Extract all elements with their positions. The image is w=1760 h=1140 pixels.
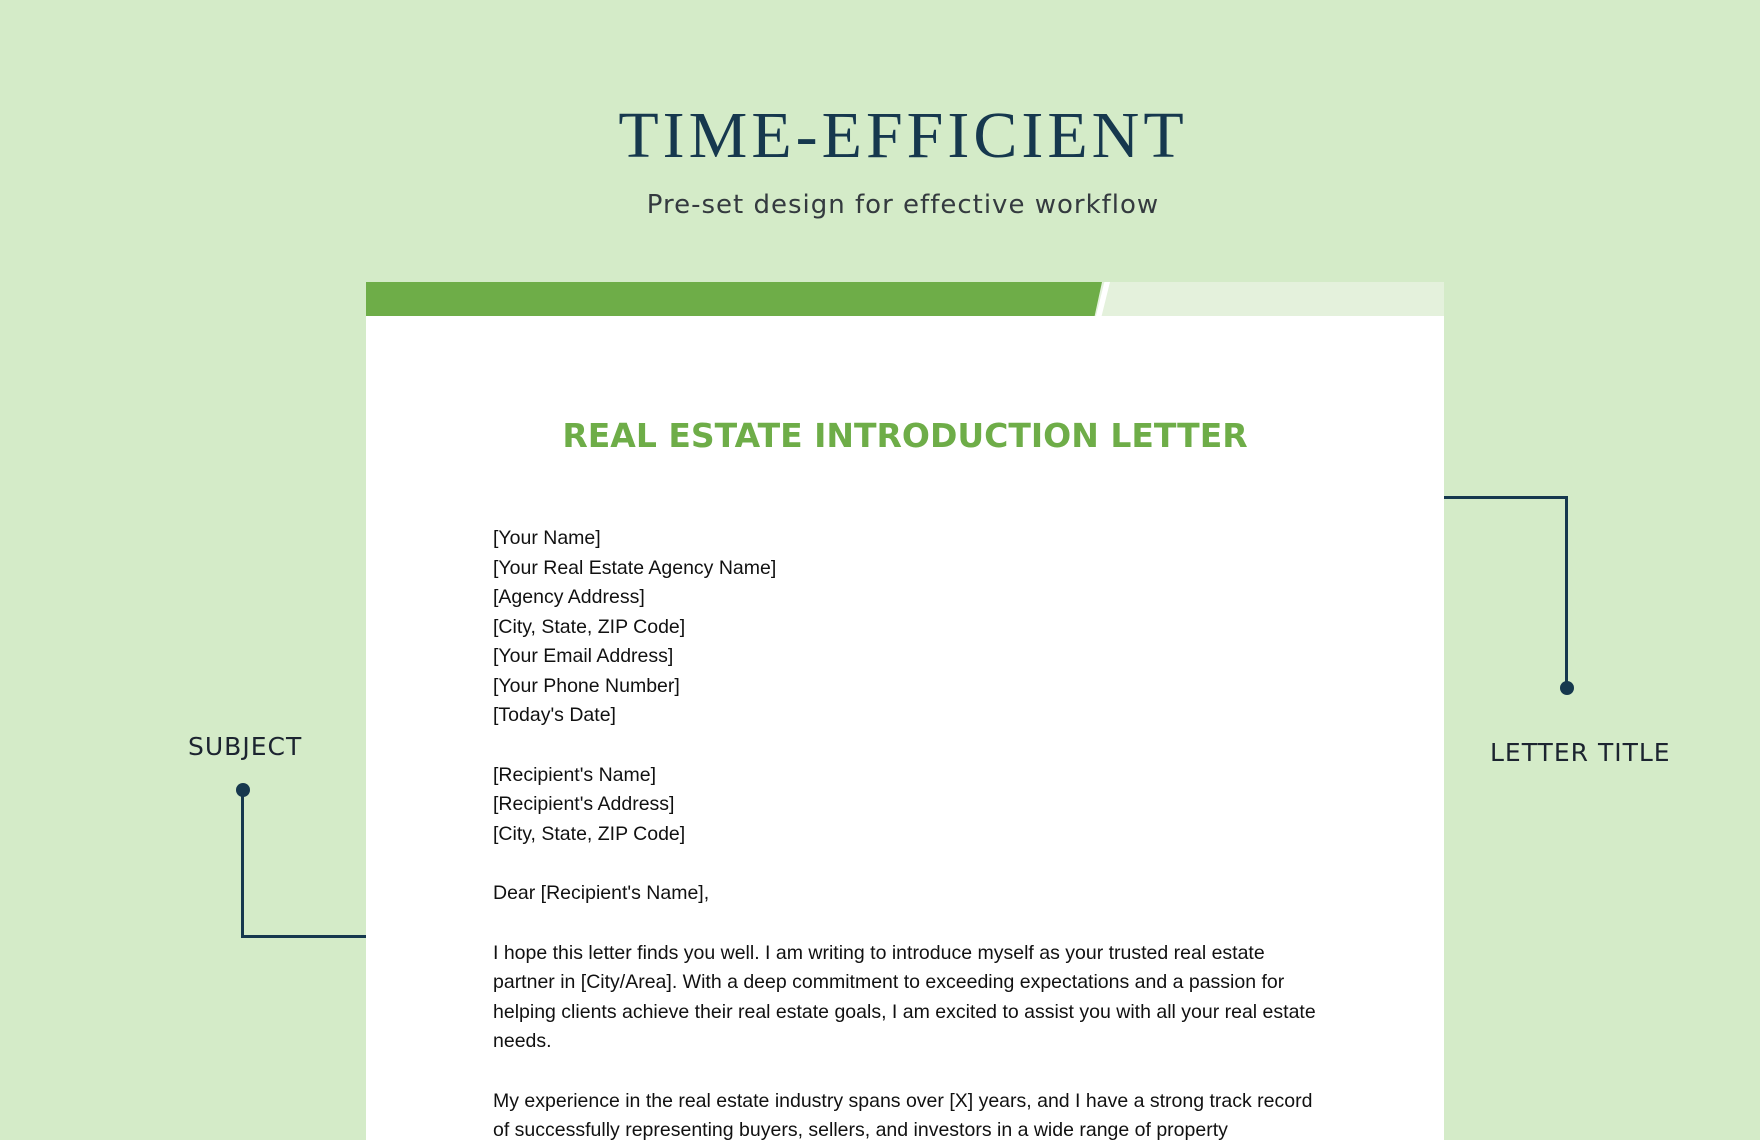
letter-title: REAL ESTATE INTRODUCTION LETTER xyxy=(562,416,1248,455)
banner-headline: TIME-EFFICIENT xyxy=(618,99,1188,172)
sender-line: [Agency Address] xyxy=(493,586,645,608)
body-paragraph: My experience in the real estate industry spans over [X] years, and I have a strong track record of successfully representing buyers, sellers, and investors in a wide range of property xyxy=(493,1089,1313,1140)
sender-line: [Your Email Address] xyxy=(493,645,674,667)
letter-body xyxy=(493,524,1323,1140)
subject-callout-vertical-line xyxy=(241,790,244,938)
recipient-block xyxy=(493,761,1323,850)
banner-tagline: Pre-set design for effective workflow xyxy=(646,190,1160,220)
recipient-line: [Recipient's Name] xyxy=(493,763,657,786)
sender-line: [Your Name] xyxy=(493,527,601,549)
title-callout-vertical-line xyxy=(1565,496,1568,688)
title-callout-dot xyxy=(1560,681,1574,695)
sender-line: [Today's Date] xyxy=(493,704,616,726)
sender-line: [Your Phone Number] xyxy=(493,674,680,697)
recipient-line: [City, State, ZIP Code] xyxy=(493,822,686,845)
salutation: Dear [Recipient's Name], xyxy=(493,882,710,904)
title-callout-label: LETTER TITLE xyxy=(1490,738,1671,767)
sender-line: [Your Real Estate Agency Name] xyxy=(493,556,777,579)
body-paragraph: I hope this letter finds you well. I am writing to introduce myself as your trusted real estate partner in [City/Area]. With a deep commitment to exceeding expectations and a passion for helping clients achieve their real estate goals, I am excited to assist you with all your real estate needs. xyxy=(493,941,1316,1052)
recipient-line: [Recipient's Address] xyxy=(493,793,675,815)
letter-document xyxy=(366,282,1444,1140)
subject-callout-label: SUBJECT xyxy=(188,732,303,761)
header-band-green xyxy=(366,282,1102,316)
sender-line: [City, State, ZIP Code] xyxy=(493,615,686,638)
sender-block xyxy=(493,524,1323,731)
